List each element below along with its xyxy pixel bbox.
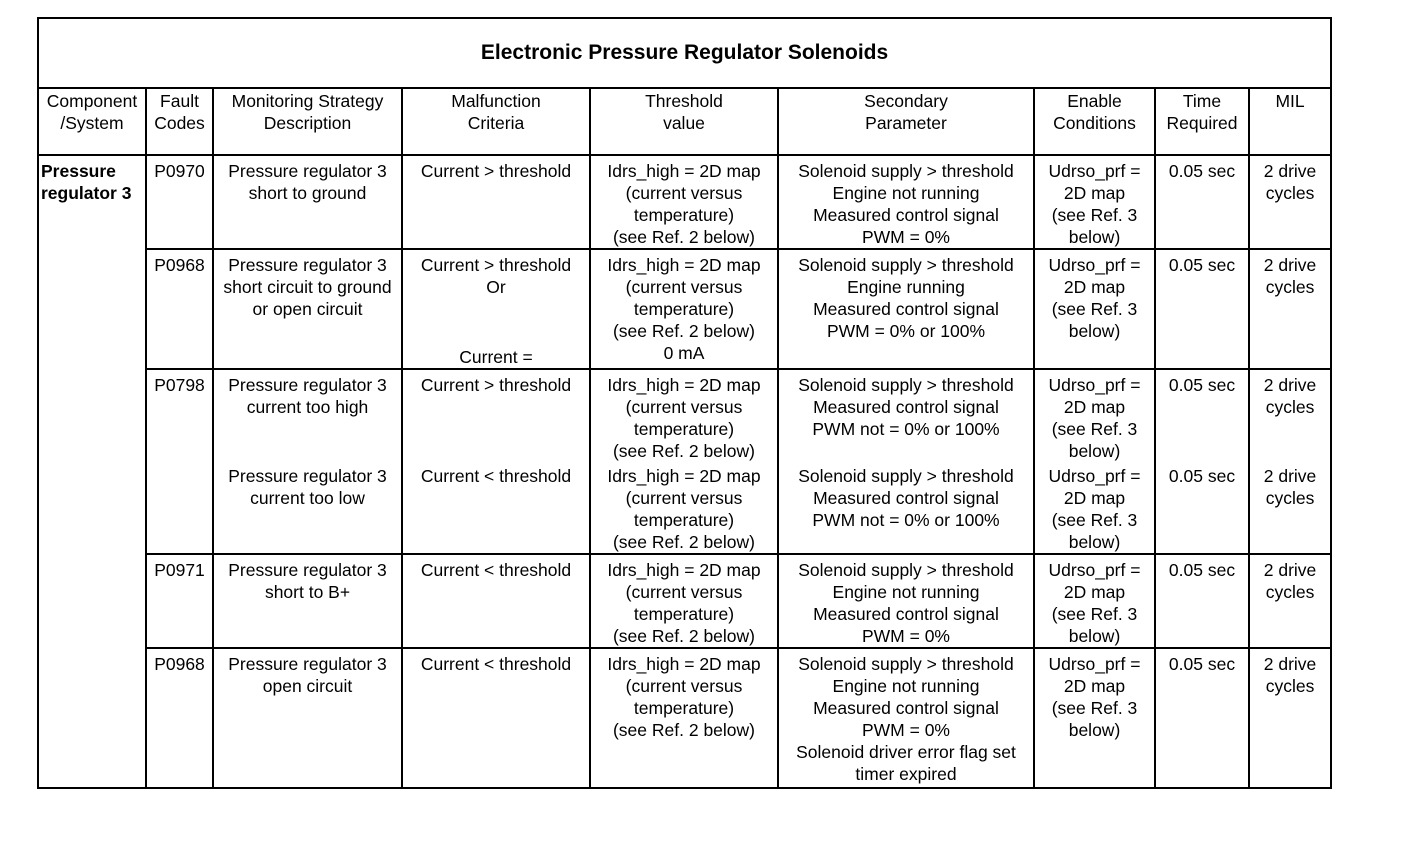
header-time-required: Time Required: [1155, 88, 1249, 155]
fault-code: P0798: [146, 369, 213, 554]
malfunction-criteria: Current > threshold Or Current =: [402, 249, 590, 369]
time-required: 0.05 sec: [1155, 648, 1249, 788]
time-required: 0.05 sec 0.05 sec: [1155, 369, 1249, 554]
header-enable-conditions: Enable Conditions: [1034, 88, 1155, 155]
malfunction-criteria: Current > threshold Current < threshold: [402, 369, 590, 554]
threshold-value: Idrs_high = 2D map (current versus temperature) (see Ref. 2 below): [590, 554, 778, 648]
mil: 2 drive cycles: [1249, 249, 1331, 369]
malfunction-criteria: Current > threshold: [402, 155, 590, 249]
enable-conditions: Udrso_prf = 2D map (see Ref. 3 below): [1034, 554, 1155, 648]
table-title: Electronic Pressure Regulator Solenoids: [38, 18, 1331, 88]
fault-code: P0968: [146, 249, 213, 369]
time-required: 0.05 sec: [1155, 155, 1249, 249]
secondary-parameter: Solenoid supply > threshold Engine not running Measured control signal PWM = 0%: [778, 155, 1034, 249]
time-required: 0.05 sec: [1155, 554, 1249, 648]
mil: 2 drive cycles: [1249, 648, 1331, 788]
document: [37, 17, 1330, 789]
strategy-description: Pressure regulator 3 short circuit to ground or open circuit: [213, 249, 402, 369]
mil: 2 drive cycles: [1249, 554, 1331, 648]
fault-code: P0970: [146, 155, 213, 249]
component-cell: Pressure regulator 3: [38, 155, 146, 788]
header-fault-codes: Fault Codes: [146, 88, 213, 155]
secondary-parameter: Solenoid supply > threshold Measured control signal PWM not = 0% or 100% Solenoid supply > threshold Measured control signal PWM not = 0% or 100%: [778, 369, 1034, 554]
header-secondary-parameter: Secondary Parameter: [778, 88, 1034, 155]
strategy-description: Pressure regulator 3 open circuit: [213, 648, 402, 788]
mil: 2 drive cycles: [1249, 155, 1331, 249]
enable-conditions: Udrso_prf = 2D map (see Ref. 3 below): [1034, 648, 1155, 788]
time-required: 0.05 sec: [1155, 249, 1249, 369]
mil: 2 drive cycles 2 drive cycles: [1249, 369, 1331, 554]
table-row: [38, 554, 1331, 648]
header-threshold-value: Threshold value: [590, 88, 778, 155]
threshold-value: Idrs_high = 2D map (current versus temperature) (see Ref. 2 below): [590, 155, 778, 249]
header-mil: MIL: [1249, 88, 1331, 155]
enable-conditions: Udrso_prf = 2D map (see Ref. 3 below) Udrso_prf = 2D map (see Ref. 3 below): [1034, 369, 1155, 554]
fault-code: P0968: [146, 648, 213, 788]
strategy-description: Pressure regulator 3 current too high Pressure regulator 3 current too low: [213, 369, 402, 554]
threshold-value: Idrs_high = 2D map (current versus temperature) (see Ref. 2 below) Idrs_high = 2D map (current versus temperature) (see Ref. 2 below): [590, 369, 778, 554]
header-component: Component /System: [38, 88, 146, 155]
secondary-parameter: Solenoid supply > threshold Engine not running Measured control signal PWM = 0% Solenoid driver error flag set timer expired: [778, 648, 1034, 788]
header-monitoring-strategy: Monitoring Strategy Description: [213, 88, 402, 155]
secondary-parameter: Solenoid supply > threshold Engine not running Measured control signal PWM = 0%: [778, 554, 1034, 648]
enable-conditions: Udrso_prf = 2D map (see Ref. 3 below): [1034, 155, 1155, 249]
threshold-value: Idrs_high = 2D map (current versus temperature) (see Ref. 2 below) 0 mA: [590, 249, 778, 369]
header-malfunction-criteria: Malfunction Criteria: [402, 88, 590, 155]
fault-code: P0971: [146, 554, 213, 648]
secondary-parameter: Solenoid supply > threshold Engine running Measured control signal PWM = 0% or 100%: [778, 249, 1034, 369]
malfunction-criteria: Current < threshold: [402, 648, 590, 788]
diagnostic-table: [37, 17, 1332, 789]
strategy-description: Pressure regulator 3 short to B+: [213, 554, 402, 648]
malfunction-criteria: Current < threshold: [402, 554, 590, 648]
threshold-value: Idrs_high = 2D map (current versus temperature) (see Ref. 2 below): [590, 648, 778, 788]
enable-conditions: Udrso_prf = 2D map (see Ref. 3 below): [1034, 249, 1155, 369]
table-row: [38, 155, 1331, 249]
strategy-description: Pressure regulator 3 short to ground: [213, 155, 402, 249]
table-row: [38, 249, 1331, 369]
table-row: [38, 648, 1331, 788]
table-row: [38, 369, 1331, 554]
